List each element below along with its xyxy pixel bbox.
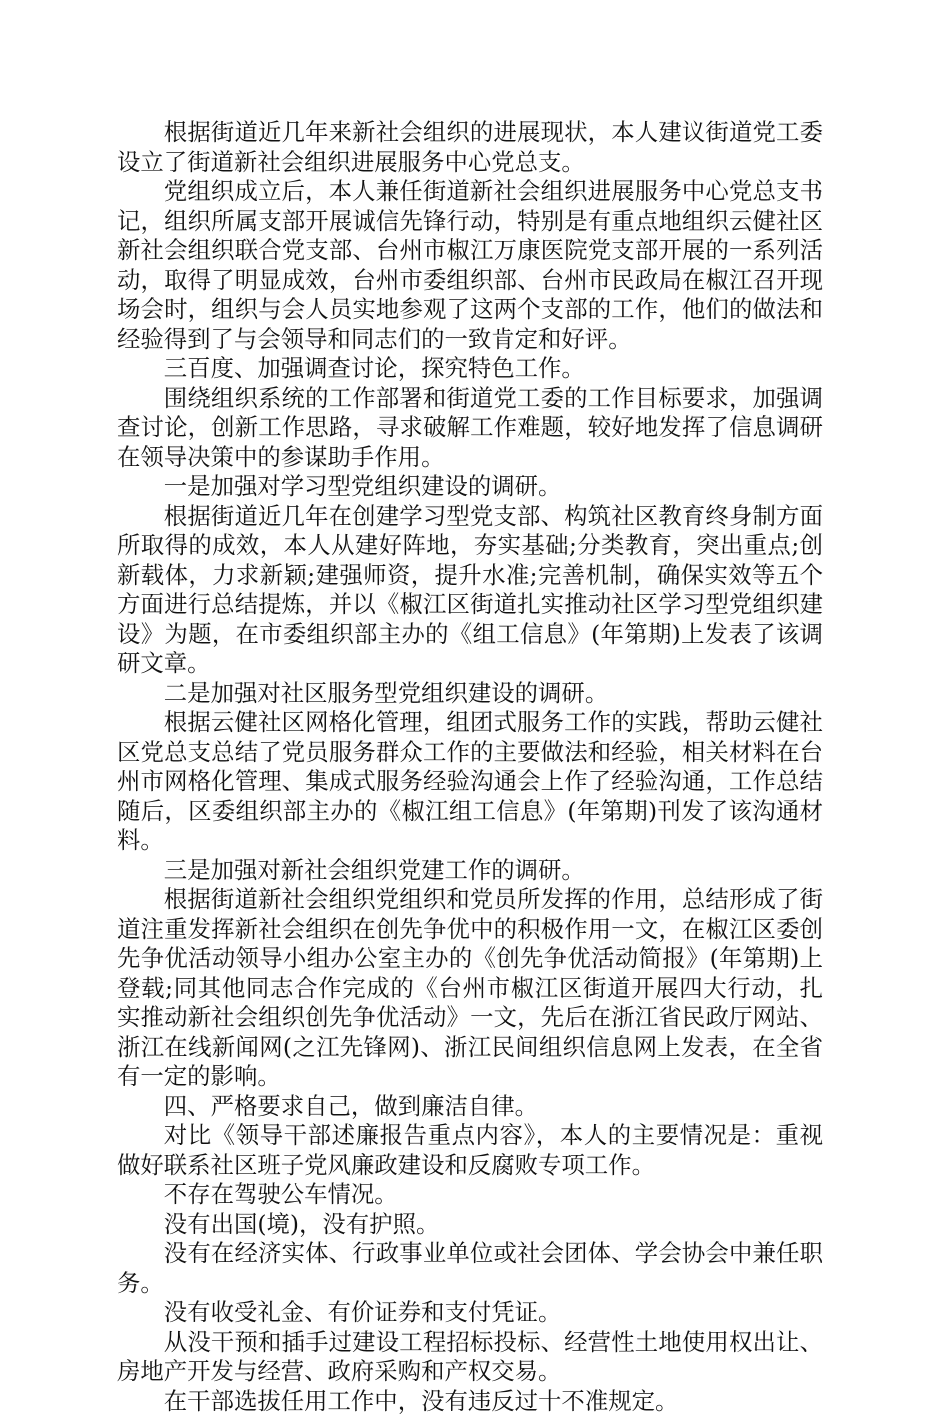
section-heading-3: 三百度、加强调查讨论，探究特色工作。 xyxy=(117,354,823,384)
paragraph-13: 不存在驾驶公车情况。 xyxy=(117,1180,823,1210)
section-heading-4: 四、严格要求自己，做到廉洁自律。 xyxy=(117,1092,823,1122)
paragraph-15: 没有在经济实体、行政事业单位或社会团体、学会协会中兼任职务。 xyxy=(117,1239,823,1298)
paragraph-18: 在干部选拔任用工作中，没有违反过十不准规定。 xyxy=(117,1387,823,1416)
paragraph-6: 根据街道近几年在创建学习型党支部、构筑社区教育终身制方面所取得的成效，本人从建好阵地，夯实基础;分类教育，突出重点;创新载体，力求新颖;建强师资，提升水准;完善机制，确保实效等五个方面进行总结提炼，并以《椒江区街道扎实推动社区学习型党组织建设》为题，在市委组织部主办的《组工信息》(年第期)上发表了该调研文章。 xyxy=(117,502,823,679)
paragraph-12: 对比《领导干部述廉报告重点内容》，本人的主要情况是：重视做好联系社区班子党风廉政建设和反腐败专项工作。 xyxy=(117,1121,823,1180)
subheading-1: 一是加强对学习型党组织建设的调研。 xyxy=(117,472,823,502)
paragraph-2: 党组织成立后，本人兼任街道新社会组织进展服务中心党总支书记，组织所属支部开展诚信先锋行动，特别是有重点地组织云健社区新社会组织联合党支部、台州市椒江万康医院党支部开展的一系列活动，取得了明显成效，台州市委组织部、台州市民政局在椒江召开现场会时，组织与会人员实地参观了这两个支部的工作，他们的做法和经验得到了与会领导和同志们的一致肯定和好评。 xyxy=(117,177,823,354)
paragraph-17: 从没干预和插手过建设工程招标投标、经营性土地使用权出让、房地产开发与经营、政府采购和产权交易。 xyxy=(117,1328,823,1387)
paragraph-10: 根据街道新社会组织党组织和党员所发挥的作用，总结形成了街道注重发挥新社会组织在创先争优中的积极作用一文，在椒江区委创先争优活动领导小组办公室主办的《创先争优活动简报》(年第期)上登载;同其他同志合作完成的《台州市椒江区街道开展四大行动，扎实推动新社会组织创先争优活动》一文，先后在浙江省民政厅网站、浙江在线新闻网(之江先锋网)、浙江民间组织信息网上发表，在全省有一定的影响。 xyxy=(117,885,823,1092)
paragraph-1: 根据街道近几年来新社会组织的进展现状，本人建议街道党工委设立了街道新社会组织进展服务中心党总支。 xyxy=(117,118,823,177)
paragraph-4: 围绕组织系统的工作部署和街道党工委的工作目标要求，加强调查讨论，创新工作思路，寻求破解工作难题，较好地发挥了信息调研在领导决策中的参谋助手作用。 xyxy=(117,384,823,473)
subheading-3: 三是加强对新社会组织党建工作的调研。 xyxy=(117,856,823,886)
document-body xyxy=(117,118,823,1416)
paragraph-14: 没有出国(境)，没有护照。 xyxy=(117,1210,823,1240)
subheading-2: 二是加强对社区服务型党组织建设的调研。 xyxy=(117,679,823,709)
paragraph-16: 没有收受礼金、有价证券和支付凭证。 xyxy=(117,1298,823,1328)
paragraph-8: 根据云健社区网格化管理，组团式服务工作的实践，帮助云健社区党总支总结了党员服务群众工作的主要做法和经验，相关材料在台州市网格化管理、集成式服务经验沟通会上作了经验沟通，工作总结随后，区委组织部主办的《椒江组工信息》(年第期)刊发了该沟通材料。 xyxy=(117,708,823,856)
